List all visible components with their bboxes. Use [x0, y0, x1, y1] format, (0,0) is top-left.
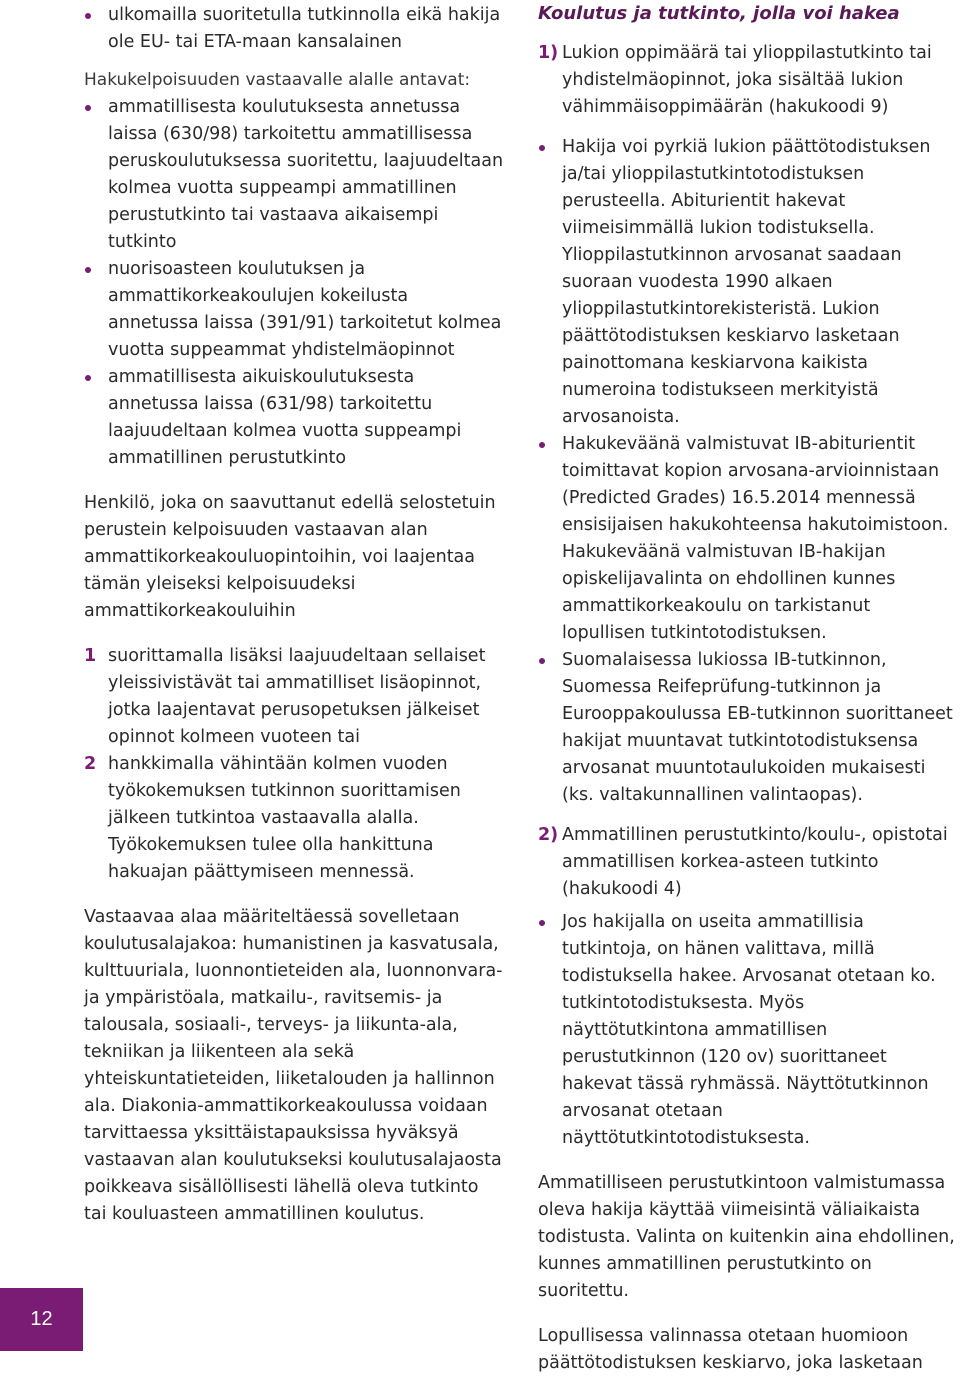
numbered-item: 2 hankkimalla vähintään kolmen vuoden työkokemuksen tutkinnon suorittamisen jälkeen tutkintoa vastaavalla alalla. Työkokemuksen tulee olla hankittuna hakuajan päättymiseen mennessä. [84, 751, 504, 886]
list-item: Jos hakijalla on useita ammatillisia tutkintoja, on hänen valittava, millä todistuksella hakee. Arvosanat otetaan ko. tutkintotodistuksesta. Myös näyttötutkintona ammatillisen perustutkinnon (120 ov) suorittaneet hakevat tässä ryhmässä. Näyttötutkinnon arvosanat otetaan näyttötutkintotodistuksesta. [538, 909, 956, 1152]
bullet-icon [539, 920, 545, 926]
bullet-icon [85, 375, 91, 381]
numbered-item: 1 suorittamalla lisäksi laajuudeltaan sellaiset yleissivistävät tai ammatilliset lisäopinnot, jotka laajentavat perusopetuksen jälkeiset opinnot kolmeen vuoteen tai [84, 643, 504, 751]
intro-paragraph: Hakukelpoisuuden vastaavalle alalle antavat: [84, 70, 471, 90]
bullet-icon [85, 13, 91, 19]
bullet-list-2 [538, 909, 956, 1152]
bullet-list-1 [538, 134, 956, 809]
list-item: Hakija voi pyrkiä lukion päättötodistuksen ja/tai ylioppilastutkintotodistuksen perusteella. Abiturientit hakevat viimeisimmällä lukion todistuksella. Ylioppilastutkinnon arvosanat saadaan suoraan vuodesta 1990 alkaen ylioppilastutkintorekisteristä. Lukion päättötodistuksen keskiarvo lasketaan painottomana keskiarvona kaikista numeroina todistukseen merkityistä arvosanoista. [538, 134, 956, 431]
bullet-icon [85, 105, 91, 111]
list-item: ulkomailla suoritetulla tutkinnolla eikä hakija ole EU- tai ETA-maan kansalainen [84, 2, 504, 56]
list-item: Suomalaisessa lukiossa IB-tutkinnon, Suomessa Reifeprüfung-tutkinnon ja Eurooppakoulussa EB-tutkinnon suorittaneet hakijat muuntavat tutkintotodistuksensa arvosanat muuntotaulukoiden mukaisesti (ks. valtakunnallinen valintaopas). [538, 647, 956, 809]
list-item: ammatillisesta koulutuksesta annetussa laissa (630/98) tarkoitettu ammatillisessa peruskoulutuksessa suoritettu, laajuudeltaan kolmea vuotta suppeampi ammatillinen perustutkinto tai vastaava aikaisempi tutkinto [84, 94, 504, 256]
numbered-list [84, 643, 504, 886]
bullet-icon [85, 267, 91, 273]
bullet-icon [539, 145, 545, 151]
item-number: 1) [538, 43, 559, 63]
right-column [538, 0, 956, 1377]
numbered-list-2 [538, 822, 956, 903]
numbered-item: 1) Lukion oppimäärä tai ylioppilastutkinto tai yhdistelmäopinnot, joka sisältää lukion vähimmäisoppimäärän (hakukoodi 9) [538, 40, 956, 121]
numbered-item: 2) Ammatillinen perustutkinto/koulu-, opistotai ammatillisen korkea-asteen tutkinto (hakukoodi 4) [538, 822, 956, 903]
paragraph-field-definition: Vastaavaa alaa määriteltäessä sovelletaan koulutusalajakoa: humanistinen ja kasvatusala, kulttuuriala, luonnontieteiden ala, luonnonvara- ja ympäristöala, matkailu-, ravitsemis- ja talousala, sosiaali-, terveys- ja liikunta-ala, tekniikan ja liikenteen ala sekä yhteiskuntatieteiden, liiketalouden ja hallinnon ala. Diakonia-ammattikorkeakoulussa voidaan tarvittaessa yksittäistapauksissa hyväksyä vastaavan alan koulutukseksi koulutusalajaosta poikkeava sisällöllisesti lähellä oleva tutkinto tai kouluasteen ammatillinen koulutus. [84, 907, 503, 1224]
list-item: nuorisoasteen koulutuksen ja ammattikorkeakoulujen kokeilusta annetussa laissa (391/91) tarkoitetut kolmea vuotta suppeammat yhdistelmäopinnot [84, 256, 504, 364]
paragraph-final-selection: Lopullisessa valinnassa otetaan huomioon päättötodistuksen keskiarvo, joka lasketaan [538, 1326, 923, 1373]
left-column [84, 0, 504, 1228]
bullet-icon [539, 442, 545, 448]
paragraph-eligibility: Henkilö, joka on saavuttanut edellä selostetuin perustein kelpoisuuden vastaavan alan ammattikorkeakouluopintoihin, voi laajentaa tämän yleiseksi kelpoisuudeksi ammattikorkeakouluihin [84, 493, 496, 621]
item-number: 1 [84, 646, 97, 666]
bullet-list-top [84, 2, 504, 56]
item-number: 2 [84, 754, 97, 774]
list-item: ammatillisesta aikuiskoulutuksesta annetussa laissa (631/98) tarkoitettu laajuudeltaan kolmea vuotta suppeampi ammatillinen perustutkinto [84, 364, 504, 472]
page-number: 12 [30, 1308, 53, 1330]
item-number: 2) [538, 825, 559, 845]
paragraph-vocational: Ammatilliseen perustutkintoon valmistumassa oleva hakija käyttää viimeisintä väliaikaista todistusta. Valinta on kuitenkin aina ehdollinen, kunnes ammatillinen perustutkinto on suoritettu. [538, 1173, 955, 1301]
bullet-icon [539, 658, 545, 664]
numbered-list-1 [538, 40, 956, 121]
bullet-list-mid [84, 94, 504, 472]
page-number-badge [0, 1288, 83, 1351]
list-item: Hakukeväänä valmistuvat IB-abiturientit toimittavat kopion arvosana-arvioinnistaan (Predicted Grades) 16.5.2014 mennessä ensisijaisen hakukohteensa hakutoimistoon. Hakukeväänä valmistuvan IB-hakijan opiskelijavalinta on ehdollinen kunnes ammattikorkeakoulu on tarkistanut lopullisen tutkintotodistuksen. [538, 431, 956, 647]
section-heading: Koulutus ja tutkinto, jolla voi hakea [538, 3, 900, 24]
